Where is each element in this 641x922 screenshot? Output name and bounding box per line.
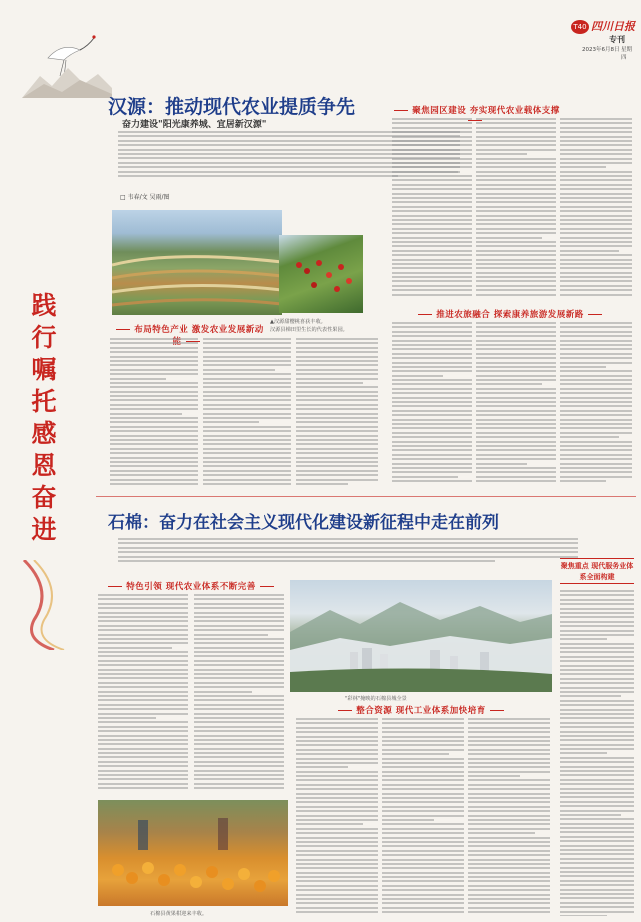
left-photo-caption: 石棉县黄果柑迎来丰收。 <box>150 911 208 917</box>
bottom-right-heading-box <box>560 558 634 584</box>
top-right-lower-col1 <box>392 322 472 482</box>
top-photo-caption-1: ▲汉源甜樱桃喜获丰收。 <box>270 319 326 325</box>
story-divider <box>96 496 636 497</box>
section-heading: 推进农旅融合 探索康养旅游发展新路 <box>390 308 630 320</box>
top-story-subtitle: 奋力建设"阳光康养城、宜居新汉源" <box>122 120 267 130</box>
mid-photo-caption: "彩林"掩映的石棉县城全景 <box>345 696 407 702</box>
top-story-title: 汉源：推动现代农业提质争先 <box>108 96 356 118</box>
slogan-char: 进 <box>31 515 57 544</box>
slogan-char: 践 <box>31 291 57 320</box>
top-right-body-col2 <box>476 118 556 298</box>
top-left-body-col3 <box>296 338 378 486</box>
top-right-lower-col2 <box>476 322 556 482</box>
section-heading: 整合资源 现代工业体系加快培育 <box>296 704 546 716</box>
top-left-body-col1 <box>110 338 198 486</box>
top-right-body-col3 <box>560 118 632 298</box>
top-photo-caption-2: 汉源县梯田里生长的代表性果园。 <box>270 327 348 333</box>
top-right-lower-col3 <box>560 322 632 482</box>
section-heading: 聚焦重点 现代服务业体系全面构建 <box>560 561 634 581</box>
bottom-story-title: 石棉：奋力在社会主义现代化建设新征程中走在前列 <box>108 513 499 533</box>
citrus-harvest-photo <box>98 800 288 906</box>
bottom-left-body-col2 <box>194 594 284 794</box>
slogan-char: 感 <box>31 419 57 448</box>
mountain-decoration <box>22 58 112 98</box>
cherry-harvest-photo <box>279 235 363 313</box>
slogan-char: 行 <box>31 323 57 352</box>
bottom-mid-body-col1 <box>296 718 378 916</box>
slogan-char: 托 <box>31 387 57 416</box>
slogan-char: 嘱 <box>31 355 57 384</box>
top-story-byline: □ 韦春/文 吴雨/图 <box>120 194 170 201</box>
issue-weekday: 星期四 <box>621 47 633 61</box>
bottom-right-body <box>560 590 634 916</box>
newspaper-logo: 四川日报 <box>591 20 635 33</box>
top-right-body-col1 <box>392 118 472 298</box>
slogan-char: 恩 <box>31 451 57 480</box>
bottom-mid-body-col3 <box>468 718 550 916</box>
bottom-mid-body-col2 <box>382 718 464 916</box>
bottom-story-lead <box>118 538 578 570</box>
issue-date: 2023年6月8日 <box>582 47 620 53</box>
city-panorama-photo <box>290 580 552 692</box>
section-heading: 聚焦园区建设 夯实现代农业载体支撑 <box>390 104 560 126</box>
vertical-slogan <box>24 290 64 546</box>
ribbon-decoration <box>14 560 84 650</box>
terraced-fields-photo <box>112 210 282 315</box>
section-heading: 布局特色产业 激发农业发展新动 <box>108 323 268 347</box>
section-heading: 特色引领 现代农业体系不断完善 <box>96 580 286 592</box>
edition-label: 专刊 <box>609 34 625 44</box>
top-left-body-col2 <box>203 338 291 486</box>
slogan-char: 奋 <box>31 483 57 512</box>
bottom-left-body-col1 <box>98 594 188 794</box>
masthead <box>565 4 637 61</box>
page-number-badge: T40 <box>571 20 589 34</box>
